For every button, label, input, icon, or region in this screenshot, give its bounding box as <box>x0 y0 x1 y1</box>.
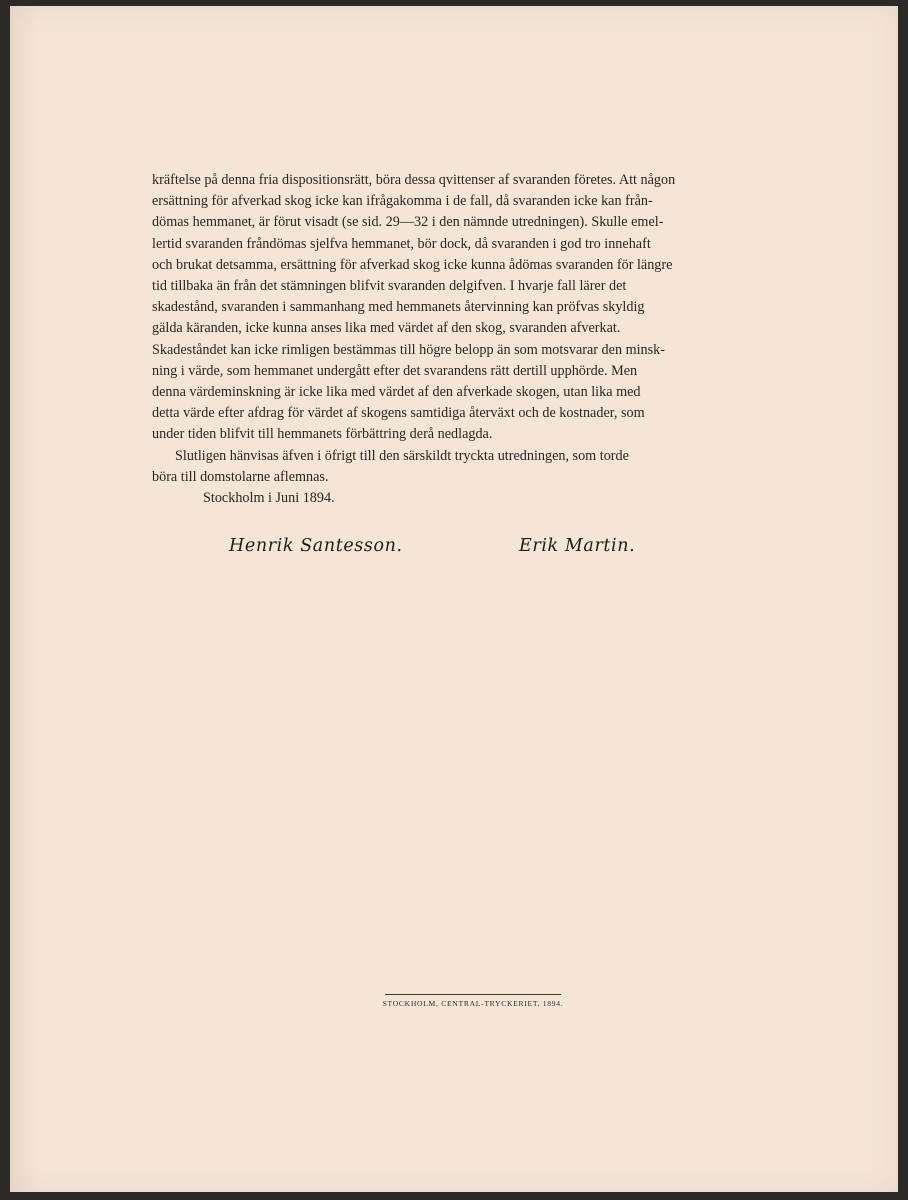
printer-imprint: STOCKHOLM, CENTRAL-TRYCKERIET, 1894. <box>382 999 564 1008</box>
signature-right: Erik Martin. <box>519 536 636 556</box>
body-line: kräftelse på denna fria dispositionsrätt, böra dessa qvittenser af svaranden företes. Att någon <box>152 172 676 188</box>
body-line: under tiden blifvit till hemmanets förbättring derå nedlagda. <box>152 426 493 443</box>
signature-left: Henrik Santesson. <box>229 536 403 556</box>
date-line: Stockholm i Juni 1894. <box>203 490 335 507</box>
body-line: och brukat detsamma, ersättning för afverkad skog icke kunna ådömas svaranden för längre <box>152 256 673 273</box>
page-shading <box>10 6 40 1192</box>
closing-line: böra till domstolarne aflemnas. <box>152 468 329 485</box>
printer-divider <box>385 994 561 995</box>
signature-block <box>152 536 766 562</box>
body-line: ning i värde, som hemmanet undergått efter det svarandens rätt dertill upphörde. Men <box>152 362 638 379</box>
body-line: tid tillbaka än från det stämningen blifvit svaranden delgifven. I hvarje fall lärer det <box>152 278 627 295</box>
body-line: dömas hemmanet, är förut visadt (se sid. 29—32 i den nämnde utredningen). Skulle emel- <box>152 214 664 231</box>
body-line: denna värdeminskning är icke lika med värdet af den afverkade skogen, utan lika med <box>152 384 641 401</box>
body-line: ersättning för afverkad skog icke kan ifrågakomma i de fall, då svaranden icke kan från- <box>152 193 653 210</box>
document-page <box>10 6 898 1192</box>
closing-line: Slutligen hänvisas äfven i öfrigt till den särskildt tryckta utredningen, som torde <box>175 447 629 464</box>
body-line: skadestånd, svaranden i sammanhang med hemmanets återvinning kan pröfvas skyldig <box>152 299 645 316</box>
body-line: detta värde efter afdrag för värdet af skogens samtidiga återväxt och de kostnader, som <box>152 405 645 422</box>
body-line: Skadeståndet kan icke rimligen bestämmas till högre belopp än som motsvarar den minsk- <box>152 341 665 358</box>
body-line: lertid svaranden fråndömas sjelfva hemmanet, bör dock, då svaranden i god tro innehaft <box>152 235 651 252</box>
body-line: gälda käranden, icke kunna anses lika med värdet af den skog, svaranden afverkat. <box>152 320 621 337</box>
body-text <box>152 170 766 509</box>
